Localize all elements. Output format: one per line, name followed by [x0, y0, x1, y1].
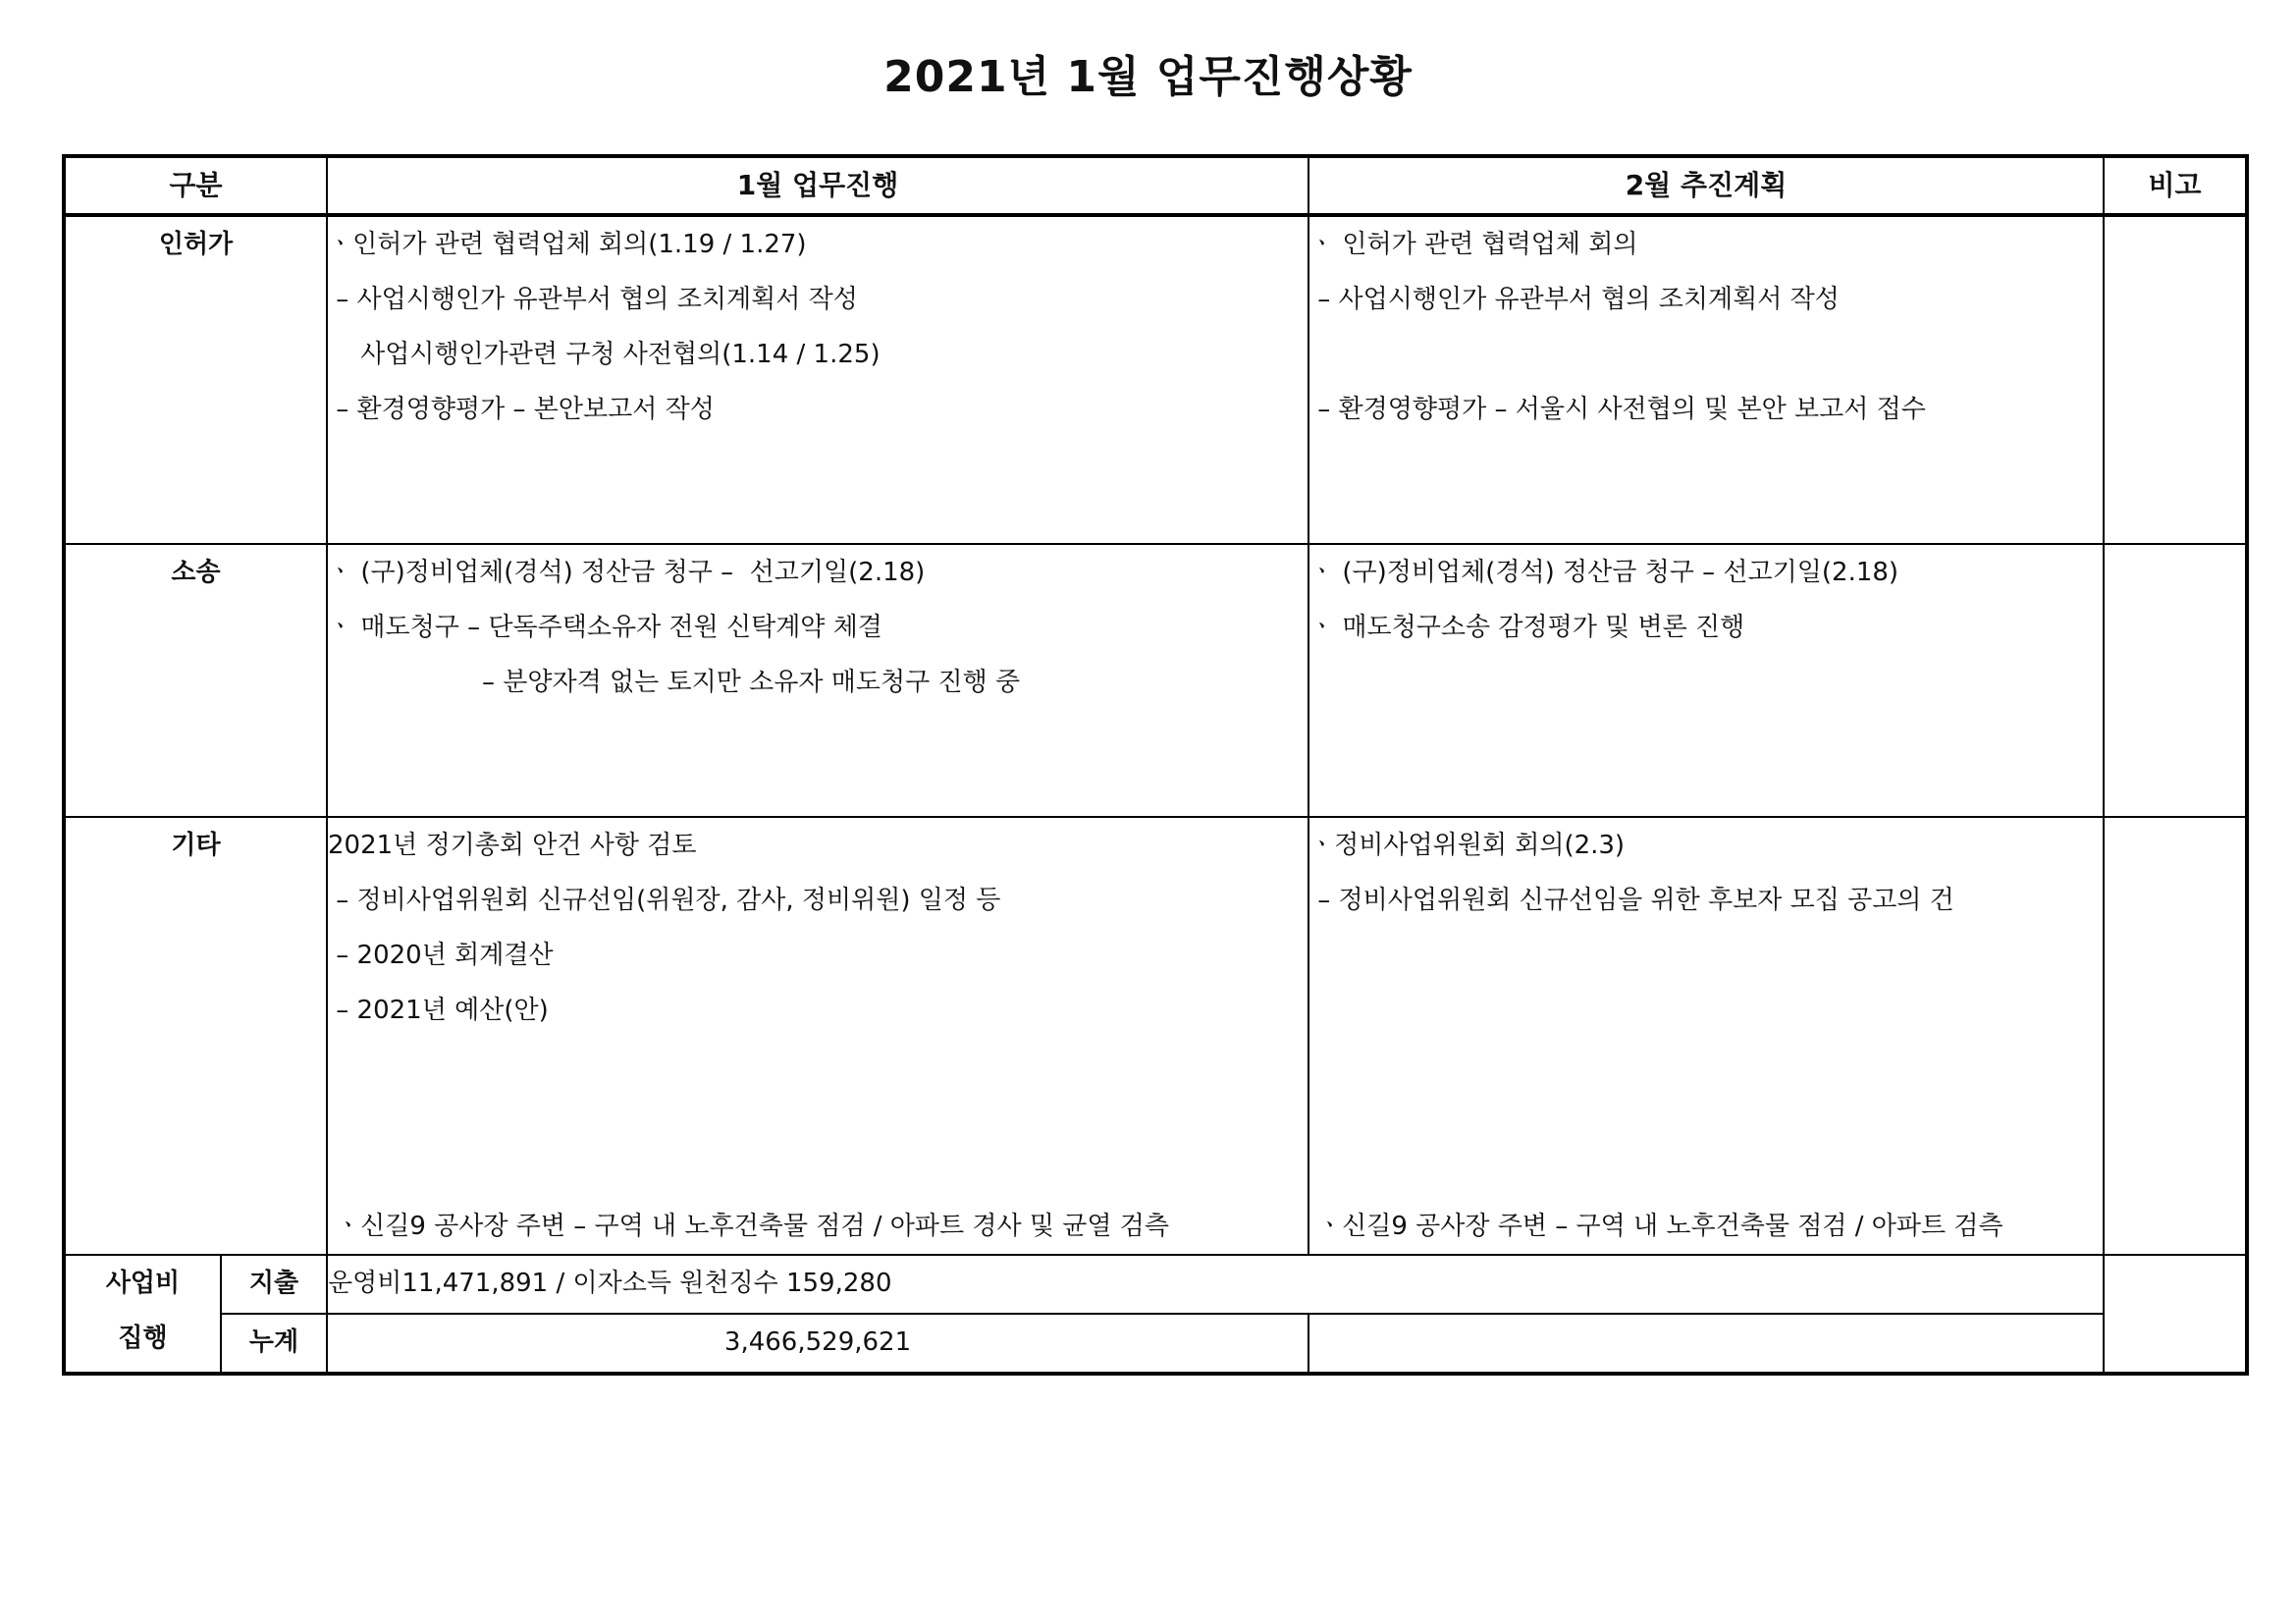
inheoga-current [327, 215, 1308, 544]
row-total [64, 1314, 2247, 1374]
inheoga-note [2104, 215, 2247, 544]
progress-table [62, 154, 2249, 1376]
sosong-plan [1308, 544, 2104, 817]
text-line: – 환경영향평가 – 본안보고서 작성 [328, 395, 715, 424]
text-line: ㆍ 매도청구소송 감정평가 및 변론 진행 [1309, 613, 1745, 642]
gita-note [2104, 817, 2247, 1255]
text-line: – 2021년 예산(안) [328, 996, 549, 1025]
header-category: 구분 [64, 156, 327, 215]
text-line: ㆍ신길9 공사장 주변 – 구역 내 노후건축물 점검 / 아파트 경사 및 균열 검측 [336, 1212, 1170, 1241]
gita-current [327, 817, 1308, 1255]
budget-note [2104, 1255, 2247, 1374]
row-gita [64, 817, 2247, 1255]
text-line: ㆍ인허가 관련 협력업체 회의(1.19 / 1.27) [328, 230, 807, 259]
sosong-current [327, 544, 1308, 817]
text-line: ㆍ (구)정비업체(경석) 정산금 청구 – 선고기일(2.18) [1309, 558, 1899, 587]
row-expense [64, 1255, 2247, 1314]
text-line: ㆍ정비사업위원회 회의(2.3) [1309, 831, 1626, 860]
header-plan: 2월 추진계획 [1308, 156, 2104, 215]
text-line: 사업시행인가관련 구청 사전협의(1.14 / 1.25) [328, 340, 881, 369]
text-line: 2021년 정기총회 안건 사항 검토 [328, 831, 697, 860]
row-sosong [64, 544, 2247, 817]
header-current: 1월 업무진행 [327, 156, 1308, 215]
budget-label-line2: 집행 [118, 1324, 168, 1353]
category-inheoga: 인허가 [64, 215, 327, 544]
text-line: – 사업시행인가 유관부서 협의 조치계획서 작성 [328, 285, 858, 314]
inheoga-plan [1308, 215, 2104, 544]
total-value: 3,466,529,621 [327, 1314, 1308, 1374]
total-plan-empty [1308, 1314, 2104, 1374]
category-gita: 기타 [64, 817, 327, 1255]
sosong-note [2104, 544, 2247, 817]
text-line: ㆍ 매도청구 – 단독주택소유자 전원 신탁계약 체결 [328, 613, 882, 642]
budget-label-line1: 사업비 [105, 1269, 181, 1298]
text-line: – 환경영향평가 – 서울시 사전협의 및 본안 보고서 접수 [1309, 395, 1926, 424]
text-line: ㆍ (구)정비업체(경석) 정산금 청구 – 선고기일(2.18) [328, 558, 926, 587]
text-line: ㆍ신길9 공사장 주변 – 구역 내 노후건축물 점검 / 아파트 검측 [1317, 1212, 2003, 1241]
text-line: – 정비사업위원회 신규선임을 위한 후보자 모집 공고의 건 [1309, 886, 1954, 915]
text-line: – 2020년 회계결산 [328, 941, 554, 970]
category-sosong: 소송 [64, 544, 327, 817]
page-title: 2021년 1월 업무진행상황 [883, 52, 1413, 102]
category-budget [64, 1255, 221, 1374]
total-label: 누계 [221, 1314, 327, 1374]
text-line: – 정비사업위원회 신규선임(위원장, 감사, 정비위원) 일정 등 [328, 886, 1001, 915]
expense-value: 운영비11,471,891 / 이자소득 원천징수 159,280 [327, 1255, 2104, 1314]
text-line: – 사업시행인가 유관부서 협의 조치계획서 작성 [1309, 285, 1840, 314]
text-line [1309, 327, 2103, 382]
gita-plan [1308, 817, 2104, 1255]
header-row [64, 156, 2247, 215]
row-inheoga [64, 215, 2247, 544]
expense-label: 지출 [221, 1255, 327, 1314]
text-line: – 분양자격 없는 토지만 소유자 매도청구 진행 중 [328, 668, 1021, 697]
header-note: 비고 [2104, 156, 2247, 215]
text-line: ㆍ 인허가 관련 협력업체 회의 [1309, 230, 1638, 259]
